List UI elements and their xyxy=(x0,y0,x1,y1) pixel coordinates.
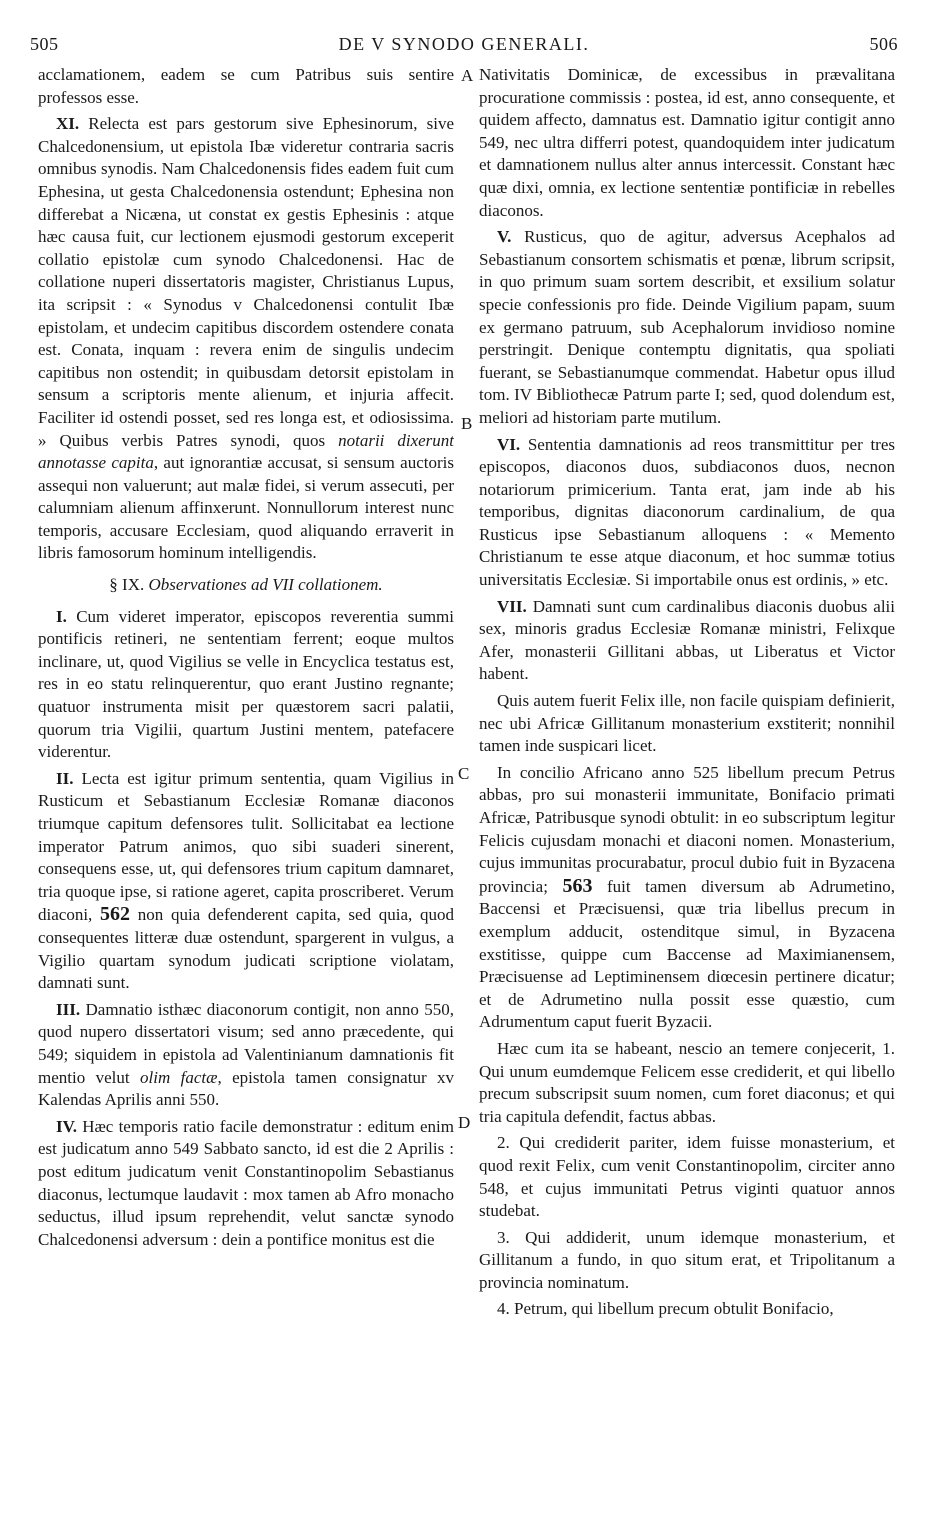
paragraph-iii xyxy=(38,999,454,1112)
paragraph-text: fuit tamen diversum ab Adrumetino, Baccensi et Præcisuensi, quæ tria libellus precum in exemplum adducit, ostenditque simul, in Byzacena exstitisse, quippe cum Baccense ad Maximianensem, Præcisuense ad Leptiminensem diœcesin pertinere dicatur; et de Adrumetino nulla possit esse quæstio, cum Adrumentum caput fuerit Byzacii. xyxy=(479,876,895,1032)
paragraph-text: acclamationem, eadem se cum Patribus suis sentire professos esse. xyxy=(38,65,454,107)
paragraph xyxy=(479,690,895,758)
margin-letter-b: B xyxy=(461,414,473,433)
paragraph-vi xyxy=(479,434,895,592)
section-title: Observationes ad VII collationem. xyxy=(148,575,383,595)
running-title: DE V SYNODO GENERALI. xyxy=(338,34,590,54)
paragraph xyxy=(479,762,895,1034)
page-marker: 563 xyxy=(562,874,593,897)
paragraph-text: 4. Petrum, qui libellum precum obtulit Bonifacio, xyxy=(497,1299,834,1319)
paragraph-iv xyxy=(38,1116,454,1252)
paragraph-text: 3. Qui addiderit, unum idemque monasterium, et Gillitanum a fundo, in quo situm erat, et Tripolitanum a provincia nominatum. xyxy=(479,1227,895,1292)
paragraph-number: IV. xyxy=(56,1116,77,1136)
paragraph-vii xyxy=(479,596,895,686)
paragraph-text: Cum videret imperator, episcopos reverentia summi pontificis retineri, ne sententiam ferrent; eoque multos inclinare, ut, quod Vigilius se velle in Encyclica testatus est, res in eo statu relinquerentur, quo erant Justino regnante; quatuor instrumenta misit per quæstorem sacri palatii, quorum tria Vigilii, quartum Justini mentem, patefacere viderentur. xyxy=(38,606,454,762)
paragraph xyxy=(479,1132,895,1222)
paragraph-text: Quis autem fuerit Felix ille, non facile quispiam definierit, nec ubi Africæ Gillitanum monasterium exstiterit; nonnihil tamen inde suspicari licet. xyxy=(479,691,895,756)
paragraph xyxy=(479,64,895,222)
page-number-right: 506 xyxy=(869,34,898,54)
margin-letter-a: A xyxy=(461,66,474,85)
paragraph-number: I. xyxy=(56,606,67,626)
paragraph-text: Rusticus, quo de agitur, adversus Acephalos ad Sebastianum consortem schismatis et pœnæ, librum scripsit, in quo primum suam sortem describit, et exsilium solatur specie confessionis pro fide. Deinde Vigilium papam, suum ex germano patruum, sub Acephalorum invidioso nomine perstringit. Denique contemptu dignitatis, qua spoliati fuerant, se Sebastianumque commendat. Habetur opus illud tom. IV Bibliothecæ Patrum parte I; sed, quod dolendum est, meliori ad historiam parte mutilum. xyxy=(479,227,895,427)
paragraph-text: Nativitatis Dominicæ, de excessibus in prævalitana procuratione commissis : postea, id est, anno consequente, et quidem affecto, damnatus est. Damnatio igitur contigit anno 549, nec ultra differri potest, quandoquidem inter judicatum et damnationem nullus alter annus intercessit. Constant hæc quæ dixi, omnia, ex lectione sententiæ pontificiæ in rebelles diaconos. xyxy=(479,65,895,220)
paragraph-text: Hæc cum ita se habeant, nescio an temere conjecerit, 1. Qui unum eumdemque Felicem esse crediderit, et qui libello precum subscripsit suum nomen, cum foret diaconus; et qui tria capitula defendit, factus abbas. xyxy=(479,1038,895,1126)
paragraph-number: III. xyxy=(56,999,81,1019)
paragraph-i xyxy=(38,606,454,764)
paragraph-text: , aut ignorantiæ accusat, si sensum auctoris assequi non valuerunt; aut malæ fidei, si verum assecuti, per calumniam alienum affinxerunt. Nonnullorum interest nunc temporis, accusare Ecclesiam, quod aliquando erraverit in libris famosorum hominum intelligendis. xyxy=(38,453,454,563)
paragraph-text: Damnati sunt cum cardinalibus diaconis duobus alii sex, minoris gradus Ecclesiæ Romanæ ministri, Felixque Afer, monasterii Gillitani abbas, ut Liberatus et Victor habent. xyxy=(479,596,895,684)
paragraph xyxy=(479,1227,895,1295)
margin-letter-c: C xyxy=(458,764,470,783)
page-number-left: 505 xyxy=(30,34,59,54)
paragraph-text: Hæc temporis ratio facile demonstratur : editum enim est judicatum anno 549 Sabbato sancto, id est die 2 Aprilis : post editum judicatum venit Constantinopolim Sebastianus diaconus, lectumque laudavit : mox tamen ab Afro monacho seductus, illud ipsum reprehendit, velut sanctæ synodo Chalcedonensi adversum : dein a pontifice monitus est die xyxy=(38,1116,454,1249)
paragraph-text: Relecta est pars gestorum sive Ephesinorum, sive Chalcedonensium, ut epistola Ibæ videretur contraria sacris omnibus synodis. Nam Chalcedonensis fides eadem fuit cum Ephesina, ut gesta Chalcedonensia ostendunt; Ephesina non differebat a Nicæna, ut constat ex gestis Ephesinis : atque hæc causa fuit, cur lectionem ejusmodi gestorum exceperit collatio epistolæ cum synodo Chalcedonensi. Hac de collatione nuperi dissertatoris magister, Christianus Lupus, ita scripsit : « Synodus v Chalcedonensi contulit Ibæ epistolam, et undecim capitibus discordem ostendere conata est. Conata, inquam : revera enim de singulis undecim capitibus non ostendit; in quibusdam detorsit epistolam in sensum a scriptoris mente alienum, et injuria affecit. Faciliter id ostendi posset, sed res longa est, et odiosissima. » Quibus verbis Patres synodi, quos xyxy=(38,114,454,450)
paragraph xyxy=(479,1298,895,1321)
paragraph-number: VII. xyxy=(497,596,527,616)
paragraph-text: Sententia damnationis ad reos transmittitur per tres episcopos, diaconos duos, subdiaconos duos, necnon notariorum primicerium. Tanta erat, jam inde ab his temporibus, dignitas diaconorum cardinalium, de qua Rusticus ipse Sebastianum alloquens : « Memento Christianum te esse atque diaconum, et hoc summæ totius universitatis Ecclesiæ. Si importabile onus est ordinis, » etc. xyxy=(479,434,895,590)
paragraph-text: Damnatio isthæc diaconorum contigit, non anno 550, quod nupero dissertatori visum; sed anno præcedente, qui 549; siquidem in epistola ad Valentinianum damnationis fit mentio velut xyxy=(38,999,454,1087)
left-column xyxy=(38,64,454,1526)
paragraph-number: V. xyxy=(497,227,512,247)
paragraph-text: 2. Qui crediderit pariter, idem fuisse monasterium, et quod rexit Felix, cum venit Constantinopolim, circiter anno 548, et cujus immunitati Petrus viginti quatuor annos studebat. xyxy=(479,1133,895,1221)
paragraph-text: , epistola tamen consignatur xv Kalendas Aprilis anni 550. xyxy=(38,1067,454,1110)
paragraph-ii xyxy=(38,768,454,995)
paragraph-xi xyxy=(38,113,454,565)
page-marker: 562 xyxy=(100,903,131,926)
paragraph-number: XI. xyxy=(56,114,80,134)
running-header xyxy=(30,34,898,60)
italic-phrase: notarii dixerunt annotasse capita xyxy=(38,430,454,473)
section-heading xyxy=(38,574,454,597)
paragraph xyxy=(479,1038,895,1128)
right-column xyxy=(479,64,895,1526)
paragraph-text: In concilio Africano anno 525 libellum precum Petrus abbas, pro sui monasterii immunitate, Bonifacio primati Africæ, Patribusque synodi obtulit: in eo subscriptum legitur Felicis cujusdam monachi et diaconi nomen. Monasterium, cujus immunitas procurabatur, procul dubio fuit in Byzacena provincia; xyxy=(479,762,895,896)
italic-phrase: olim factæ xyxy=(140,1067,218,1087)
paragraph-text: Lecta est igitur primum sententia, quam Vigilius in Rusticum et Sebastianum Ecclesiæ Romanæ diaconos triumque capitum defensores tulit. Sollicitabat ea lectione imperator Patrum animos, quo sibi suaderi sinerent, consequens esse, ut, qui defensores trium capitum damnaret, tria quoque ipse, si ratione ageret, capita proscriberet. Verum diaconi, xyxy=(38,768,454,925)
paragraph-text: non quia defenderent capita, sed quia, quod consequentes litteræ duæ ostendunt, spargerent in vulgus, a Vigilio quartam synodum judicati scriptione violatam, damnati sunt. xyxy=(38,905,454,993)
paragraph xyxy=(38,64,454,109)
margin-letter-d: D xyxy=(458,1113,471,1132)
paragraph-v xyxy=(479,226,895,429)
section-number: § IX. xyxy=(109,575,145,595)
paragraph-number: VI. xyxy=(497,434,521,454)
paragraph-number: II. xyxy=(56,768,74,788)
